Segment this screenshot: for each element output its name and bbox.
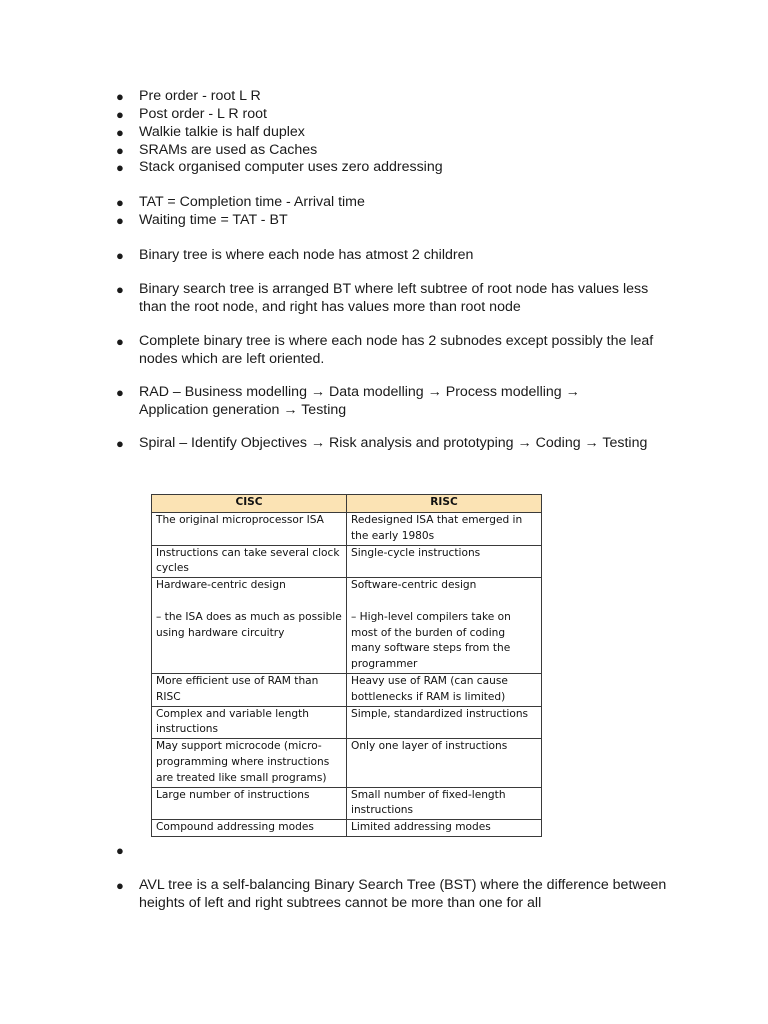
note-text: Post order - L R root — [139, 106, 267, 122]
bullet-icon: ● — [116, 89, 124, 104]
bullet-icon: ● — [116, 160, 124, 175]
table-cell: Simple, standardized instructions — [347, 706, 542, 739]
note-text: Walkie talkie is half duplex — [139, 124, 305, 140]
table-row — [152, 578, 542, 674]
note-text: Waiting time = TAT - BT — [139, 212, 288, 228]
note-text: Binary search tree is arranged BT where left subtree of root node has values less than the root node, and right has values more than root node — [139, 281, 649, 315]
cisc-risc-table — [151, 494, 542, 837]
table-cell: May support microcode (micro-programming where instructions are treated like small programs) — [152, 739, 347, 787]
table-cell-text: Hardware-centric design – the ISA does as much as possible using hardware circuitry — [156, 579, 342, 639]
note-text: RAD – Business modelling → Data modelling → Process modelling → Application generation → Testing — [139, 384, 580, 418]
table-row — [152, 739, 542, 787]
bullet-icon: ● — [116, 143, 124, 158]
bullet-icon: ● — [116, 878, 124, 893]
table-cell: Redesigned ISA that emerged in the early 1980s — [347, 513, 542, 546]
bullet-icon: ● — [116, 843, 124, 858]
table-cell: Large number of instructions — [152, 787, 347, 820]
table-cell: Only one layer of instructions — [347, 739, 542, 787]
table-header-risc: RISC — [347, 495, 542, 513]
table-cell-text: Software-centric design – High-level compilers take on most of the burden of coding many software steps from the programmer — [351, 579, 511, 671]
note-text: Binary tree is where each node has atmost 2 children — [139, 247, 474, 263]
note-text: Pre order - root L R — [139, 88, 261, 104]
table-cell: Heavy use of RAM (can cause bottlenecks if RAM is limited) — [347, 673, 542, 706]
table-cell: Single-cycle instructions — [347, 545, 542, 578]
table-cell — [347, 578, 542, 674]
note-text: Complete binary tree is where each node has 2 subnodes except possibly the leaf nodes which are left oriented. — [139, 333, 654, 367]
note-text: AVL tree is a self-balancing Binary Search Tree (BST) where the difference between heights of left and right subtrees cannot be more than one for all — [139, 877, 667, 911]
bullet-icon: ● — [116, 195, 124, 210]
note-text: Spiral – Identify Objectives → Risk analysis and prototyping → Coding → Testing — [139, 435, 648, 451]
table-cell: Limited addressing modes — [347, 820, 542, 837]
table-cell: Small number of fixed-length instructions — [347, 787, 542, 820]
note-text: SRAMs are used as Caches — [139, 142, 318, 158]
table-row — [152, 820, 542, 837]
bullet-icon: ● — [116, 436, 124, 451]
bullet-icon: ● — [116, 248, 124, 263]
table-cell: Instructions can take several clock cycles — [152, 545, 347, 578]
table-cell: Compound addressing modes — [152, 820, 347, 837]
bullet-icon: ● — [116, 282, 124, 297]
note-text: TAT = Completion time - Arrival time — [139, 194, 365, 210]
table-header-row — [152, 495, 542, 513]
bullet-icon: ● — [116, 385, 124, 400]
table-cell: Complex and variable length instructions — [152, 706, 347, 739]
bullet-icon: ● — [116, 334, 124, 349]
table-header-cisc: CISC — [152, 495, 347, 513]
bullet-icon: ● — [116, 125, 124, 140]
bullet-icon: ● — [116, 107, 124, 122]
table-cell: The original microprocessor ISA — [152, 513, 347, 546]
table-cell — [152, 578, 347, 674]
table-cell: More efficient use of RAM than RISC — [152, 673, 347, 706]
table-row — [152, 545, 542, 578]
bullet-icon: ● — [116, 213, 124, 228]
table-row — [152, 706, 542, 739]
note-text: Stack organised computer uses zero addressing — [139, 159, 443, 175]
table-row — [152, 513, 542, 546]
table-row — [152, 787, 542, 820]
table-row — [152, 673, 542, 706]
